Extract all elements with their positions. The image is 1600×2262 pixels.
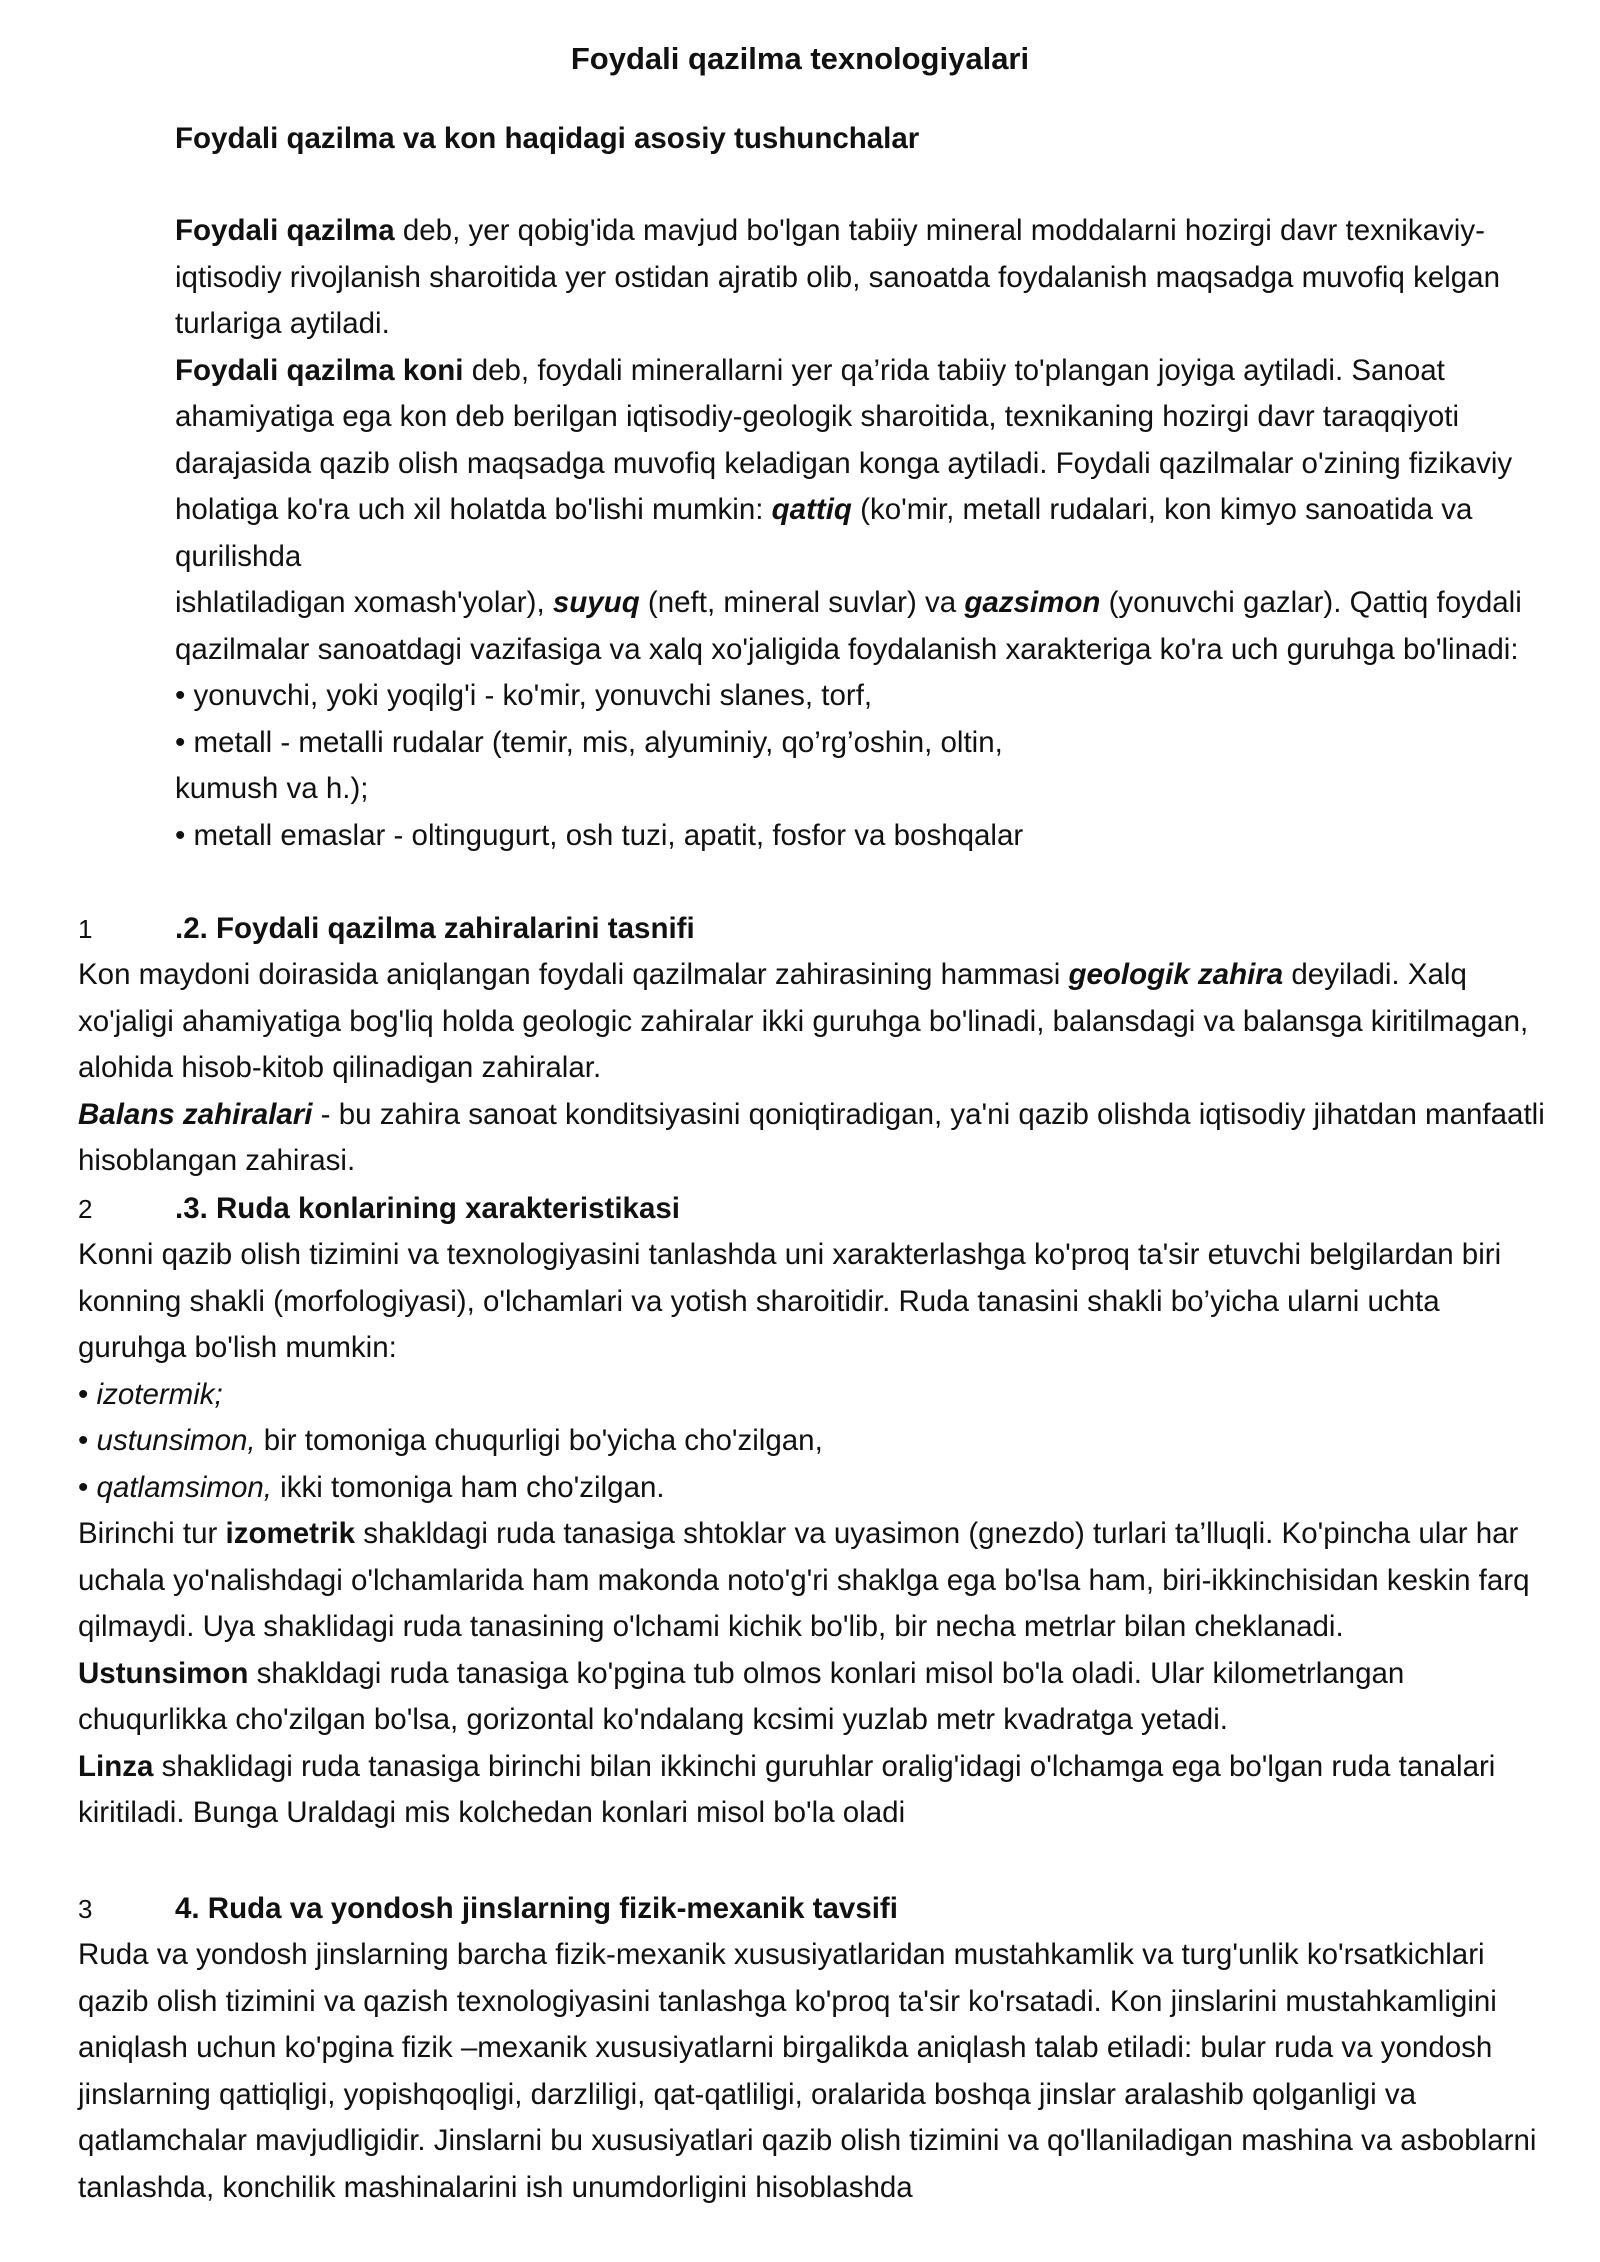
intro-p3-text-1: ishlatiladigan xomash'yolar),: [175, 586, 553, 619]
section-4-body: [78, 1932, 1550, 2211]
section-heading-4: [78, 1886, 1550, 1933]
term-linza: Linza: [78, 1749, 154, 1783]
term-foydali-qazilma-koni: Foydali qazilma koni: [175, 353, 464, 387]
section-2-paragraph-1: [78, 952, 1550, 1092]
term-qatlamsimon: qatlamsimon,: [96, 1470, 272, 1504]
section-2-body: [78, 952, 1550, 1185]
intro-p2-text: deb, foydali minerallarni yer qa’rida tabiiy to'plangan joyiga aytiladi. Sanoat ahamiyatiga ega kon deb berilgan iqtisodiy-geologik sharoitida, texnikaning hozirgi davr taraqqiyoti darajasida qazib olish maqsadga muvofiq keladigan konga aytiladi. Foydali qazilmalar o'zining fizikaviy holatiga ko'ra uch xil holatda bo'lishi mumkin:: [175, 353, 1513, 526]
intro-paragraph-1: [175, 208, 1550, 348]
section-heading-text: 4. Ruda va yondosh jinslarning fizik-mexanik tavsifi: [175, 1892, 898, 1925]
term-ustunsimon-bold: Ustunsimon: [78, 1656, 249, 1690]
s2-p1-text-2: deyiladi. Xalq xo'jaligi ahamiyatiga bog'liq holda geologic zahiralar ikki guruhga bo'linadi, balansdagi va balansga kiritilmagan, alohida hisob-kitob qilinadigan zahiralar.: [78, 958, 1529, 1084]
section-number: 2: [78, 1194, 93, 1224]
bullet-qatlamsimon-text: ikki tomoniga ham cho'zilgan.: [271, 1470, 665, 1504]
subtitle-text: Foydali qazilma va kon haqidagi asosiy tushunchalar: [175, 122, 920, 155]
term-izotermik: izotermik;: [96, 1377, 223, 1411]
bullet-item-metall-emaslar: • metall emaslar - oltingugurt, osh tuzi, apatit, fosfor va boshqalar: [175, 818, 1024, 852]
intro-p3-text-2: (neft, mineral suvlar) va: [639, 586, 965, 619]
term-foydali-qazilma: Foydali qazilma: [175, 214, 395, 247]
s3-p2-text-1: Birinchi tur: [78, 1517, 226, 1550]
section-2-paragraph-2: [78, 1092, 1550, 1185]
intro-paragraph-3: [175, 580, 1550, 673]
section-heading-text: .3. Ruda konlarining xarakteristikasi: [175, 1192, 680, 1225]
section-subtitle: [175, 116, 1550, 163]
intro-p3-text-3: (yonuvchi gazlar). Qattiq foydali qazilmalar sanoatdagi vazifasiga va xalq xo'jaligida foydalanish xarakteriga ko'ra uch guruhga bo'linadi:: [175, 586, 1522, 666]
section-4-paragraph-1: Ruda va yondosh jinslarning barcha fizik-mexanik xususiyatlaridan mustahkamlik va turg'unlik ko'rsatkichlari qazib olish tizimini va qazish texnologiyasini tanlashga ko'proq ta'sir ko'rsatadi. Kon jinslarini mustahkamligini aniqlash uchun ko'pgina fizik –mexanik xususiyatlarni birgalikda aniqlash talab etiladi: bular ruda va yondosh jinslarning qattiqligi, yopishqoqligi, darzliligi, qat-qatliligi, oralarida boshqa jinslar aralashib qolganligi va qatlamchalar mavjudligidir. Jinslarni bu xususiyatlari qazib olish tizimini va qo'llaniladigan mashina va asboblarni tanlashda, konchilik mashinalarini ish unumdorligini hisoblashda: [78, 1938, 1537, 2204]
section-3-paragraph-4: [78, 1651, 1550, 1744]
s3-p2-text-2: shakldagi ruda tanasiga shtoklar va uyasimon (gnezdo) turlari ta’lluqli. Ko'pincha ular har uchala yo'nalishdagi o'lchamlarida ham makonda noto'g'ri shaklga ega bo'lsa ham, biri-ikkinchisidan keskin farq: [78, 1517, 1530, 1597]
s3-p5-text: shaklidagi ruda tanasiga birinchi bilan ikkinchi guruhlar oralig'idagi o'lchamga ega bo'lgan ruda tanalari kiritiladi. Bunga Uraldagi mis kolchedan konlari misol bo'la oladi: [78, 1749, 1496, 1829]
term-qattiq: qattiq: [771, 493, 852, 526]
intro-p1-text: deb, yer qobig'ida mavjud bo'lgan tabiiy mineral moddalarni hozirgi davr texnikaviy-iqtisodiy rivojlanish sharoitida yer ostidan ajratib olib, sanoatda foydalanish maqsadga muvofiq kelgan turlariga aytiladi.: [175, 214, 1500, 340]
document-title: Foydali qazilma texnologiyalari: [570, 41, 1030, 76]
term-balans-zahiralari: Balans zahiralari: [78, 1097, 313, 1131]
bullet-item-izotermik: • izotermik;: [78, 1377, 223, 1411]
s2-p1-text-1: Kon maydoni doirasida aniqlangan foydali qazilmalar zahirasining hammasi: [78, 958, 1069, 991]
term-izometrik: izometrik: [225, 1517, 356, 1550]
intro-block: [175, 208, 1550, 859]
bullet-ustunsimon-text: bir tomoniga chuqurligi bo'yicha cho'zilgan,: [255, 1424, 823, 1457]
term-gazsimon: gazsimon: [964, 586, 1101, 619]
section-3-body: [78, 1232, 1550, 1837]
section-3-paragraph-3: qilmaydi. Uya shaklidagi ruda tanasining o'lchami kichik bo'lib, bir necha metrlar bilan cheklanadi.: [78, 1610, 1344, 1643]
bullet-item-qatlamsimon: • qatlamsimon, ikki tomoniga ham cho'zilgan.: [78, 1470, 665, 1504]
s2-p2-text: - bu zahira sanoat konditsiyasini qoniqtiradigan, ya'ni qazib olishda iqtisodiy jihatdan manfaatli hisoblangan zahirasi.: [78, 1097, 1545, 1177]
s3-p4-text: shakldagi ruda tanasiga ko'pgina tub olmos konlari misol bo'la oladi. Ular kilometrlangan chuqurlikka cho'zilgan bo'lsa, gorizontal ko'ndalang kcsimi yuzlab metr kvadratga yetadi.: [78, 1656, 1405, 1736]
intro-paragraph-2: [175, 348, 1550, 581]
intro-p2-text-2: (ko'mir, metall rudalari, kon kimyo sanoatida va qurilishda: [175, 493, 1473, 573]
term-suyuq: suyuq: [552, 586, 640, 619]
section-heading-3: [78, 1186, 1550, 1233]
bullet-item-ustunsimon: • ustunsimon, bir tomoniga chuqurligi bo'yicha cho'zilgan,: [78, 1424, 823, 1457]
section-3-paragraph-2: [78, 1511, 1550, 1604]
section-heading-text: .2. Foydali qazilma zahiralarini tasnifi: [175, 912, 695, 945]
section-number: 3: [78, 1894, 93, 1924]
section-3-paragraph-1: Konni qazib olish tizimini va texnologiyasini tanlashda uni xarakterlashga ko'proq ta'sir etuvchi belgilardan biri konning shakli (morfologiyasi), o'lchamlari va yotish sharoitidir. Ruda tanasini shakli bo’yicha ularni uchta guruhga bo'lish mumkin:: [78, 1238, 1502, 1364]
section-heading-2: [78, 906, 1550, 953]
term-geologik-zahira: geologik zahira: [1068, 958, 1284, 991]
bullet-item-metall: • metall - metalli rudalar (temir, mis, alyuminiy, qo’rg’oshin, oltin,: [175, 725, 1003, 759]
section-number: 1: [78, 914, 93, 944]
bullet-item-metall-cont: kumush va h.);: [175, 772, 369, 805]
section-3-paragraph-5: [78, 1744, 1550, 1837]
term-ustunsimon: ustunsimon,: [96, 1424, 256, 1457]
bullet-item-yonuvchi: • yonuvchi, yoki yoqilg'i - ko'mir, yonuvchi slanes, torf,: [175, 679, 873, 712]
